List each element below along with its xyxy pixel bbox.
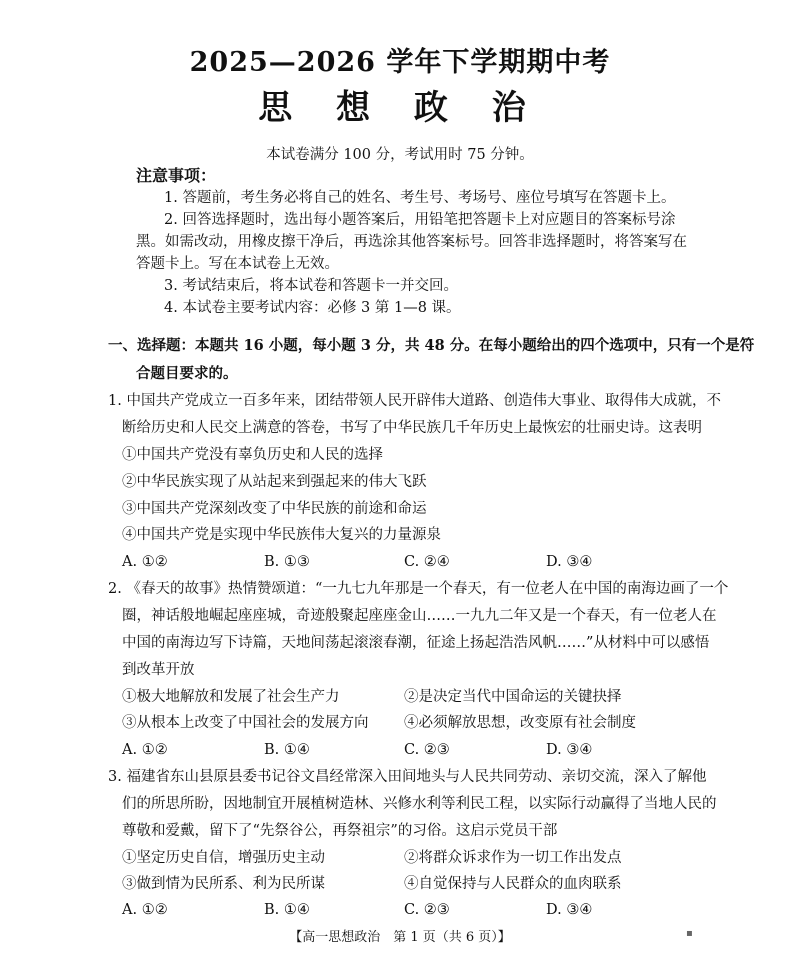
- question-1-stem: 断给历史和人民交上满意的答卷，书写了中华民族几千年历史上最恢宏的壮丽史诗。这表明: [122, 420, 702, 436]
- question-3-option-d: D. ③④: [546, 902, 593, 918]
- corner-mark: ▪: [686, 928, 693, 939]
- question-1-option-b: B. ①③: [264, 554, 310, 570]
- section-heading: 一、选择题：本题共 16 小题，每小题 3 分，共 48 分。在每小题给出的四个选项中，只有一个是符: [108, 337, 755, 354]
- question-2-item: ③从根本上改变了中国社会的发展方向: [122, 715, 369, 731]
- question-3-option-c: C. ②③: [404, 902, 450, 918]
- subject-title: 思 想 政 治: [258, 88, 542, 128]
- exam-title: 2025—2026 学年下学期期中考: [189, 47, 611, 78]
- question-1-item: ④中国共产党是实现中华民族伟大复兴的力量源泉: [122, 527, 441, 543]
- notice-line: 黑。如需改动，用橡皮擦干净后，再选涂其他答案标号。回答非选择题时，将答案写在: [136, 234, 687, 250]
- question-3-stem: 们的所思所盼，因地制宜开展植树造林、兴修水利等利民工程，以实际行动赢得了当地人民的: [122, 796, 717, 812]
- question-3-item: ④自觉保持与人民群众的血肉联系: [404, 876, 622, 892]
- question-3-option-a: A. ①②: [122, 902, 168, 918]
- notice-line: 3. 考试结束后，将本试卷和答题卡一并交回。: [164, 278, 458, 294]
- question-3-stem: 尊敬和爱戴，留下了“先祭谷公，再祭祖宗”的习俗。这启示党员干部: [122, 823, 558, 839]
- question-1-option-c: C. ②④: [404, 554, 450, 570]
- question-2-item: ①极大地解放和发展了社会生产力: [122, 689, 340, 705]
- question-2-stem: 中国的南海边写下诗篇，天地间荡起滚滚春潮，征途上扬起浩浩风帆……”从材料中可以感悟: [122, 635, 710, 651]
- question-1-option-d: D. ③④: [546, 554, 593, 570]
- question-2-stem: 圈，神话般地崛起座座城，奇迹般聚起座座金山……一九九二年又是一个春天，有一位老人在: [122, 608, 717, 624]
- notice-line: 2. 回答选择题时，选出每小题答案后，用铅笔把答题卡上对应题目的答案标号涂: [164, 212, 676, 228]
- question-1-item: ③中国共产党深刻改变了中华民族的前途和命运: [122, 501, 427, 517]
- notice-line: 1. 答题前，考生务必将自己的姓名、考生号、考场号、座位号填写在答题卡上。: [164, 190, 676, 206]
- question-3-item: ②将群众诉求作为一切工作出发点: [404, 850, 622, 866]
- question-1-item: ①中国共产党没有辜负历史和人民的选择: [122, 447, 383, 463]
- question-3-option-b: B. ①④: [264, 902, 310, 918]
- question-2-item: ④必须解放思想，改变原有社会制度: [404, 715, 636, 731]
- exam-info: 本试卷满分 100 分，考试用时 75 分钟。: [266, 147, 534, 163]
- notice-line: 4. 本试卷主要考试内容：必修 3 第 1—8 课。: [164, 300, 461, 316]
- question-2-option-d: D. ③④: [546, 742, 593, 758]
- question-1-item: ②中华民族实现了从站起来到强起来的伟大飞跃: [122, 474, 427, 490]
- question-1-stem: 1. 中国共产党成立一百多年来，团结带领人民开辟伟大道路、创造伟大事业、取得伟大成就，不: [108, 393, 721, 409]
- question-2-option-c: C. ②③: [404, 742, 450, 758]
- notice-heading: 注意事项：: [136, 166, 217, 185]
- question-1-option-a: A. ①②: [122, 554, 168, 570]
- page-footer: 【高一思想政治 第 1 页（共 6 页）】: [289, 930, 511, 945]
- question-2-option-b: B. ①④: [264, 742, 310, 758]
- question-3-stem: 3. 福建省东山县原县委书记谷文昌经常深入田间地头与人民共同劳动、亲切交流，深入了解他: [108, 769, 707, 785]
- question-3-item: ①坚定历史自信，增强历史主动: [122, 850, 325, 866]
- question-2-stem: 到改革开放: [122, 662, 195, 678]
- section-heading-cont: 合题目要求的。: [136, 365, 238, 382]
- notice-line: 答题卡上。写在本试卷上无效。: [136, 256, 339, 272]
- question-3-item: ③做到情为民所系、利为民所谋: [122, 876, 325, 892]
- question-2-stem: 2. 《春天的故事》热情赞颂道：“一九七九年那是一个春天，有一位老人在中国的南海边画了一个: [108, 581, 729, 597]
- question-2-item: ②是决定当代中国命运的关键抉择: [404, 689, 622, 705]
- question-2-option-a: A. ①②: [122, 742, 168, 758]
